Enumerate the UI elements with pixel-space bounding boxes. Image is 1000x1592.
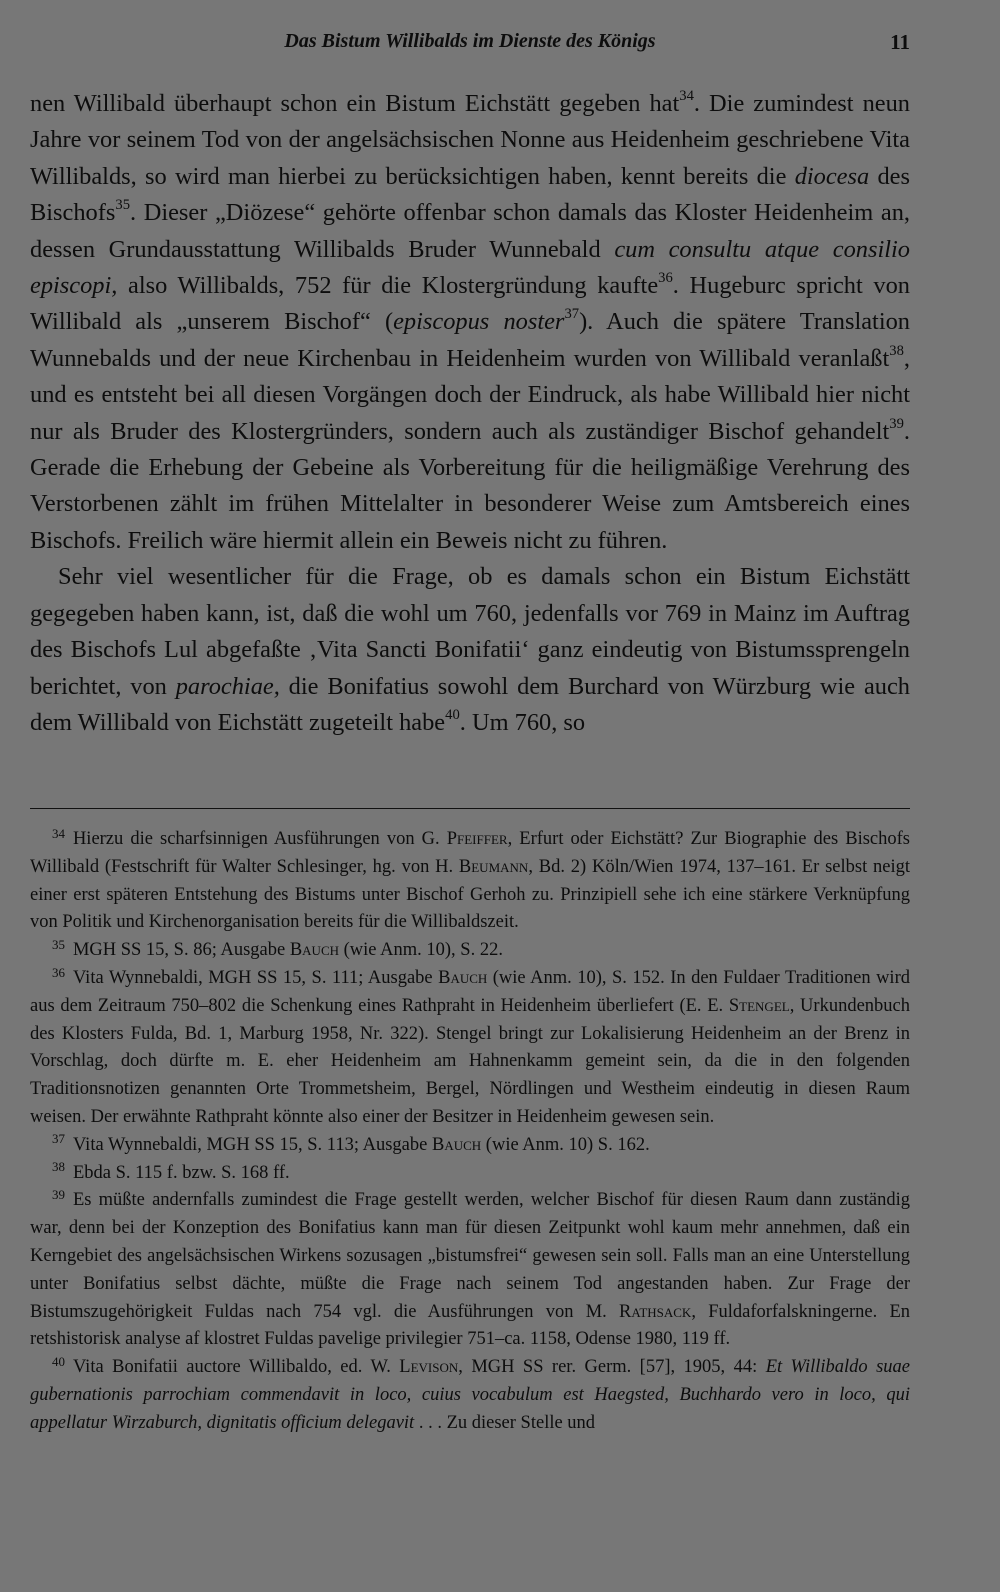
text-run: . Gerade die Erhebung der Gebeine als Vorbereitung für die heiligmäßige Verehrung des Verstorbenen zählt im frühen Mittelalter in besonderer Weise zum Amtsbereich eines Bischofs. Freilich wäre hiermit allein ein Beweis nicht zu führen. <box>30 417 910 554</box>
footnote-ref: 35 <box>115 197 130 214</box>
text-run: . Um 760, so <box>459 708 586 736</box>
footnote-number: 40 <box>52 1353 65 1369</box>
footnote-number: 35 <box>52 936 65 952</box>
running-header <box>30 26 910 66</box>
footnote-35 <box>30 937 910 965</box>
text-run: MGH SS 15, S. 86; Ausgabe <box>72 940 290 961</box>
italic-term: cum consultu atque consilio episcopi, <box>30 235 910 300</box>
footnote-separator <box>30 808 910 809</box>
text-run: ). Auch die spätere Translation Wunnebalds und der neue Kirchenbau in Heidenheim wurden von Willibald veranlaßt <box>30 308 910 372</box>
text-run: Sehr viel wesentlicher für die Frage, ob es damals schon ein Bistum Eichstätt gegegeben haben kann, ist, daß die wohl um 760, jedenfalls vor 769 in Mainz im Auftrag des Bischofs Lul abgefaßte ‚Vita Sancti Bonifatii‘ ganz eindeutig von Bistumssprengeln berichtet, von <box>30 563 910 700</box>
text-run: , Fuldaforfalskningerne. En retshistorisk analyse af klostret Fuldas pavelige privilegier 751–ca. 1158, Odense 1980, 119 ff. <box>30 1301 910 1350</box>
author-name: Levison <box>399 1357 459 1378</box>
footnote-ref: 38 <box>889 342 904 359</box>
text-run: , Erfurt oder Eichstätt? Zur Biographie des Bischofs Willibald (Festschrift für Walter Schlesinger, hg. von H. <box>30 829 911 877</box>
running-title: Das Bistum Willibalds im Dienste des Königs <box>284 30 656 52</box>
footnote-36 <box>30 965 910 1132</box>
footnote-38 <box>30 1160 910 1188</box>
author-name: Pfeiffer <box>446 829 508 849</box>
footnote-number: 36 <box>52 964 65 980</box>
italic-term: diocesa <box>794 162 870 190</box>
text-run: , Urkundenbuch des Klosters Fulda, Bd. 1, Marburg 1958, Nr. 322). Stengel bringt zur Lokalisierung Heidenheim an der Brenz in Vorschlag, doch dürfte m. E. eher Heidenheim am Hahnenkamm gemeint sein, da die in den folgenden Traditionsnotizen genannten Orte Trommetsheim, Bergel, Nördlingen und Westheim eindeutig in diesen Raum weisen. Der erwähnte Rathpraht könnte also einer der Besitzer in Heidenheim gewesen sein. <box>30 995 910 1127</box>
latin-quote: Et Willibaldo suae gubernationis parrochiam commendavit in loco, cuius vocabulum est Haegsted, Buchhardo vero in loco, qui appellatur Wirzaburch, dignitatis officium delegavit <box>30 1357 910 1433</box>
footnote-number: 34 <box>52 825 65 841</box>
footnote-ref: 39 <box>889 415 904 432</box>
text-run: die Bonifatius sowohl dem Burchard von Würzburg wie auch dem Willibald von Eichstätt zugeteilt habe <box>30 672 910 736</box>
text-run: des Bischofs <box>30 162 910 227</box>
text-run: (wie Anm. 10), S. 22. <box>339 940 503 961</box>
footnote-number: 38 <box>52 1159 65 1175</box>
footnotes <box>30 826 910 1438</box>
text-run: Es müßte andernfalls zumindest die Frage gestellt werden, welcher Bischof für diesen Raum dann zuständig war, denn bei der Konzeption des Bonifatius kann man für diesen Zeitpunkt wohl kaum mehr annehmen, daß ein Kerngebiet des angelsächsischen Wirkens sozusagen „bistumsfrei“ gewesen sein soll. Falls man an eine Unterstellung unter Bonifatius selbst dächte, müßte die Frage nach seinem Tod angestanden haben. Zur Frage der Bistumszugehörigkeit Fuldas nach 754 vgl. die Ausführungen von M. <box>30 1190 910 1322</box>
paragraph-1 <box>30 86 910 559</box>
footnote-37 <box>30 1132 910 1160</box>
main-text <box>30 86 910 741</box>
author-name: Beumann <box>458 856 529 877</box>
footnote-40 <box>30 1354 910 1437</box>
page-number: 11 <box>890 30 910 54</box>
text-run: . Die zumindest neun Jahre vor seinem Tod von der angelsächsischen Nonne aus Heidenheim geschriebene Vita Willibalds, so wird man hierbei zu berücksichtigen haben, kennt bereits die <box>30 90 910 190</box>
text-run: Hierzu die scharfsinnigen Ausführungen von G. <box>72 829 447 849</box>
footnote-number: 37 <box>52 1131 65 1147</box>
paragraph-2 <box>30 559 910 741</box>
text-run: (wie Anm. 10) S. 162. <box>481 1134 650 1155</box>
text-run: Vita Bonifatii auctore Willibaldo, ed. W. <box>72 1357 400 1378</box>
text-run: . . . Zu dieser Stelle und <box>414 1412 596 1433</box>
text-run: (wie Anm. 10), S. 152. In den Fuldaer Traditionen wird aus dem Zeitraum 750–802 die Schenkung eines Rathpraht in Heidenheim überliefert (E. E. <box>30 967 910 1016</box>
text-run: also Willibalds, 752 für die Klostergründung kaufte <box>117 272 659 300</box>
text-run: , Bd. 2) Köln/Wien 1974, 137–161. Er selbst neigt einer erst späteren Entstehung des Bistums unter Bischof Gerhoh zu. Prinzipiell sehe ich eine stärkere Verknüpfung von Politik und Kirchenorganisation bereits für die Willibaldszeit. <box>30 856 910 933</box>
text-run: . Hugeburc spricht von Willibald als „unserem Bischof“ ( <box>30 272 910 336</box>
footnote-39 <box>30 1187 910 1354</box>
footnote-number: 39 <box>52 1186 65 1202</box>
text-run: , MGH SS rer. Germ. [57], 1905, 44: <box>458 1357 766 1378</box>
author-name: Rathsack <box>619 1301 692 1322</box>
text-run: . Dieser „Diözese“ gehörte offenbar schon damals das Kloster Heidenheim an, dessen Grundausstattung Willibalds Bruder Wunnebald <box>30 199 910 263</box>
text-run: nen Willibald überhaupt schon ein Bistum Eichstätt gegeben hat <box>30 90 680 117</box>
author-name: Bauch <box>438 967 488 988</box>
author-name: Bauch <box>289 940 340 961</box>
text-run: Vita Wynnebaldi, MGH SS 15, S. 113; Ausgabe <box>72 1134 432 1155</box>
footnote-ref: 36 <box>658 270 673 287</box>
author-name: Stengel <box>728 995 790 1016</box>
footnote-ref: 37 <box>564 306 580 323</box>
footnote-ref: 34 <box>679 88 694 105</box>
author-name: Bauch <box>431 1134 482 1155</box>
text-run: Ebda S. 115 f. bzw. S. 168 ff. <box>72 1162 290 1183</box>
italic-term: episcopus noster <box>393 308 565 336</box>
italic-term: parochiae, <box>175 672 280 700</box>
footnote-34 <box>30 826 910 937</box>
footnote-ref: 40 <box>445 706 460 723</box>
text-run: Vita Wynnebaldi, MGH SS 15, S. 111; Ausgabe <box>72 967 439 988</box>
text-run: , und es entsteht bei all diesen Vorgängen doch der Eindruck, als habe Willibald hier nicht nur als Bruder des Klostergründers, sondern auch als zuständiger Bischof gehandelt <box>30 344 910 445</box>
